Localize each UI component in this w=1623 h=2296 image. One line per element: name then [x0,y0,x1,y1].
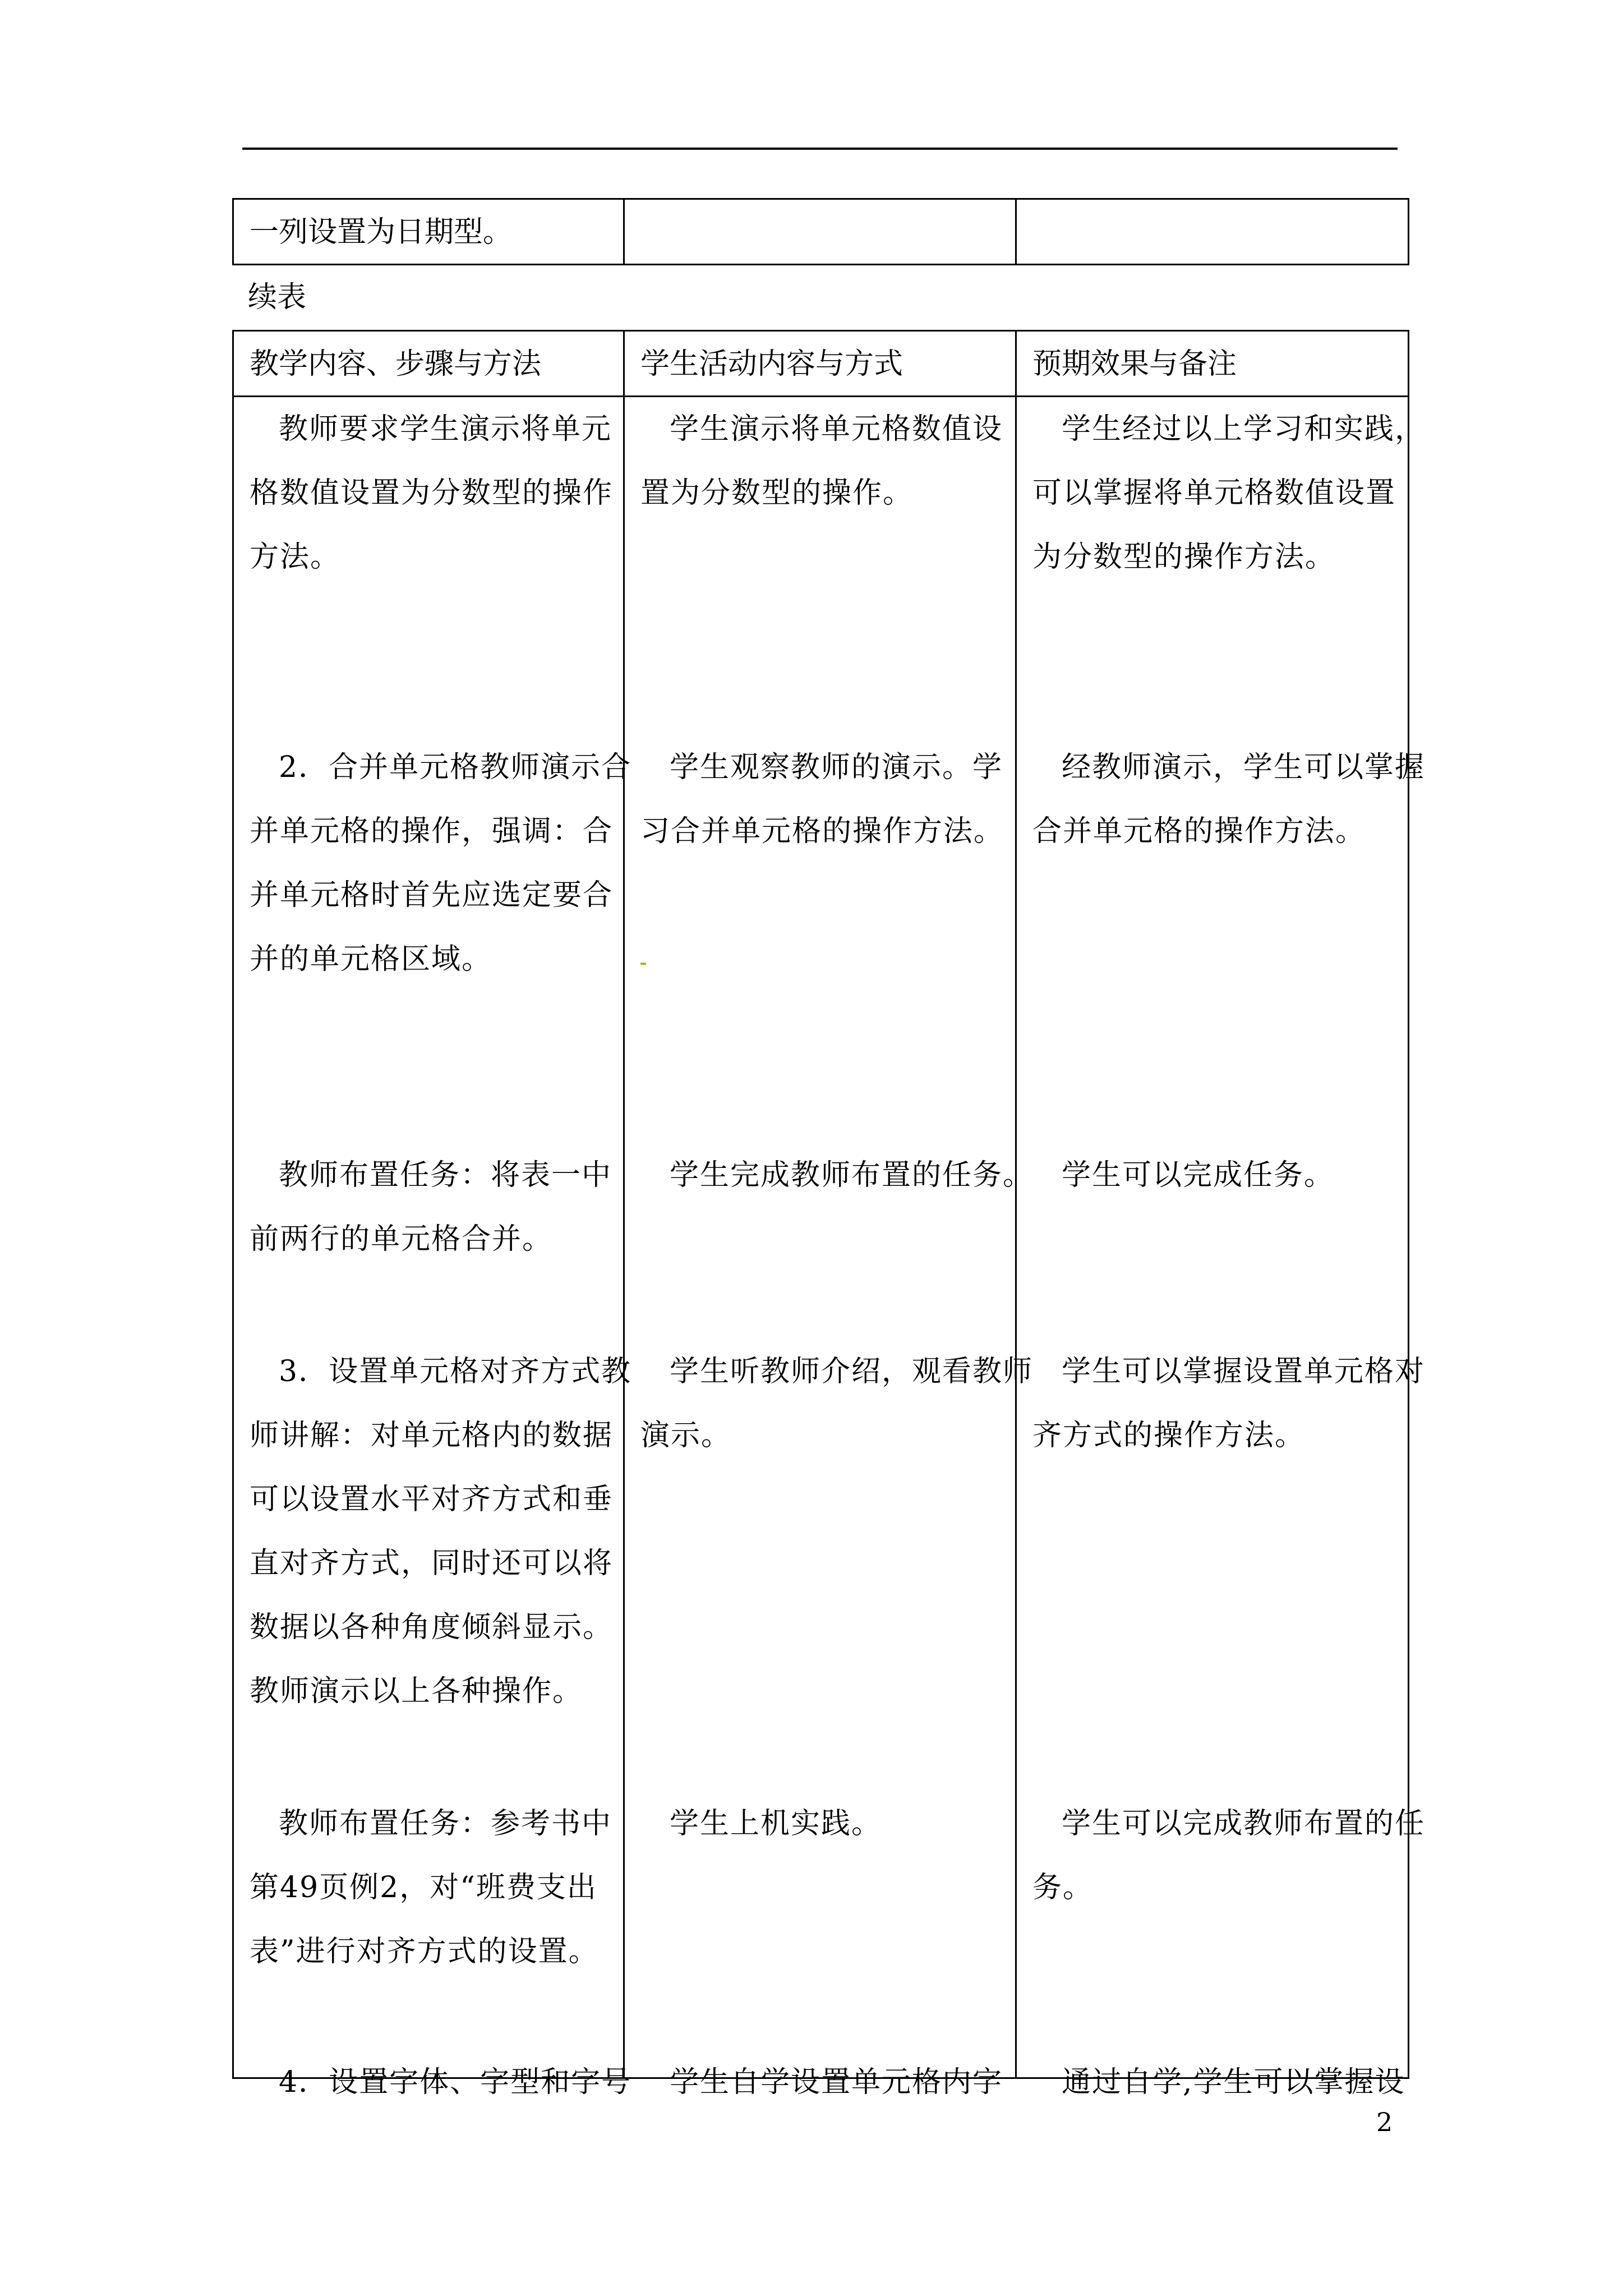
stray-mark [640,963,646,965]
continued-table-label: 续表 [248,280,307,314]
list-item: 学生可以完成教师布置的任 务。 [1032,1807,1426,1904]
list-item: 教师要求学生演示将单元 格数值设置为分数型的操作 方法。 [250,412,614,574]
header-rule [242,148,1398,150]
list-item: 学生观察教师的演示。学 习合并单元格的操作方法。 [640,751,1004,848]
table-row [233,199,1409,265]
list-item: 学生可以完成任务。 [1062,1158,1335,1192]
expected-outcome-column [1016,397,1426,2099]
top-table-fragment [232,198,1409,265]
list-item: 学生完成教师布置的任务。 [670,1158,1034,1192]
header-cell-expected-outcome: 预期效果与备注 [1016,331,1409,397]
list-item: 3．设置单元格对齐方式教 师讲解：对单元格内的数据 可以设置水平对齐方式和垂 直对齐方式，同时还可以将 数据以各种角度倾斜显示。 教师演示以上各种操作。 [250,1355,632,1708]
lesson-plan-table [232,330,1426,2099]
table-cell: 一列设置为日期型。 [233,199,624,265]
list-item: 2．合并单元格教师演示合 并单元格的操作，强调：合 并单元格时首先应选定要合 并的单元格区域。 [250,751,632,976]
list-item: 教师布置任务：将表一中 前两行的单元格合并。 [250,1158,612,1256]
table-cell [1016,199,1409,265]
list-item: 学生可以掌握设置单元格对 齐方式的操作方法。 [1032,1355,1426,1452]
list-item: 教师布置任务：参考书中 第49页例2，对“班费支出 表”进行对齐方式的设置。 [250,1807,612,1968]
teaching-content-column [233,397,632,2099]
list-item: 学生自学设置单元格内字 [670,2065,1003,2099]
table-body-row [233,397,1409,2078]
list-item: 学生经过以上学习和实践， 可以掌握将单元格数值设置 为分数型的操作方法。 [1032,412,1426,574]
list-item: 经教师演示，学生可以掌握 合并单元格的操作方法。 [1032,751,1426,848]
page-number: 2 [1376,2107,1393,2137]
list-item: 学生上机实践。 [670,1807,882,1841]
student-activity-column [624,397,1034,2099]
list-item: 学生演示将单元格数值设 置为分数型的操作。 [640,412,1003,510]
table-header-row [233,331,1409,397]
table-cell [624,199,1016,265]
list-item: 4．设置字体、字型和字号 [279,2065,632,2099]
header-cell-teaching-content: 教学内容、步骤与方法 [233,331,624,397]
header-cell-student-activity: 学生活动内容与方式 [624,331,1016,397]
list-item: 通过自学,学生可以掌握设 [1062,2065,1405,2099]
list-item: 学生听教师介绍，观看教师 演示。 [640,1355,1034,1452]
